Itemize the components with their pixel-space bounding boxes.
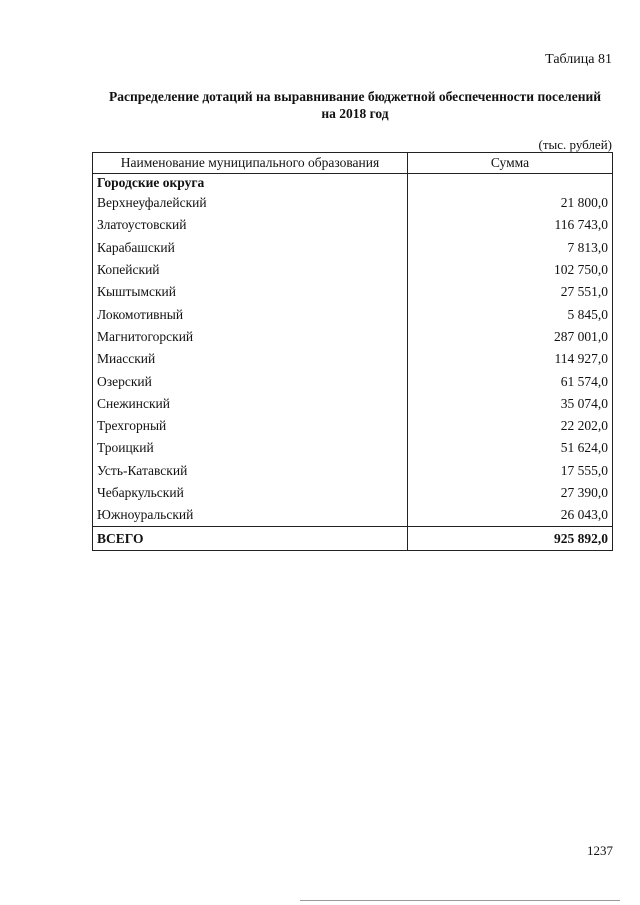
municipality-name: Миасский [93, 348, 408, 370]
municipality-amount: 26 043,0 [408, 504, 613, 527]
municipality-amount: 61 574,0 [408, 370, 613, 392]
municipality-amount: 114 927,0 [408, 348, 613, 370]
table-row [93, 415, 613, 437]
municipality-name: Магнитогорский [93, 326, 408, 348]
municipality-name: Локомотивный [93, 303, 408, 325]
table-row [93, 281, 613, 303]
table-row [93, 303, 613, 325]
table-row [93, 370, 613, 392]
subsidy-table [92, 152, 613, 551]
municipality-name: Кыштымский [93, 281, 408, 303]
units-label: (тыс. рублей) [538, 137, 612, 152]
total-amount: 925 892,0 [408, 527, 613, 550]
municipality-name: Усть-Катавский [93, 460, 408, 482]
municipality-name: Копейский [93, 259, 408, 281]
table-header-row [93, 153, 613, 174]
municipality-name: Озерский [93, 370, 408, 392]
municipality-amount: 27 390,0 [408, 482, 613, 504]
municipality-amount: 116 743,0 [408, 214, 613, 236]
table-row [93, 192, 613, 214]
title-line-2: на 2018 год [321, 106, 389, 121]
header-name: Наименование муниципального образования [93, 153, 408, 174]
table-row [93, 393, 613, 415]
section-row [93, 174, 613, 193]
table-row [93, 460, 613, 482]
municipality-amount: 17 555,0 [408, 460, 613, 482]
title-line-1: Распределение дотаций на выравнивание бюджетной обеспеченности поселений [108, 89, 602, 104]
municipality-amount: 51 624,0 [408, 437, 613, 459]
municipality-amount: 27 551,0 [408, 281, 613, 303]
municipality-name: Южноуральский [93, 504, 408, 527]
header-amount: Сумма [408, 153, 613, 174]
municipality-name: Чебаркульский [93, 482, 408, 504]
municipality-name: Троицкий [93, 437, 408, 459]
page-number: 1237 [587, 843, 613, 858]
footer-rule [300, 900, 620, 901]
municipality-name: Снежинский [93, 393, 408, 415]
total-row [93, 527, 613, 550]
table-row [93, 214, 613, 236]
document-title [60, 88, 640, 122]
table-number: Таблица 81 [545, 52, 612, 67]
municipality-amount: 35 074,0 [408, 393, 613, 415]
section-empty-cell [408, 174, 613, 193]
table-row [93, 482, 613, 504]
table-row [93, 348, 613, 370]
municipality-amount: 22 202,0 [408, 415, 613, 437]
table-row [93, 237, 613, 259]
municipality-amount: 287 001,0 [408, 326, 613, 348]
table-row [93, 437, 613, 459]
municipality-amount: 7 813,0 [408, 237, 613, 259]
municipality-amount: 5 845,0 [408, 303, 613, 325]
municipality-name: Златоустовский [93, 214, 408, 236]
municipality-name: Трехгорный [93, 415, 408, 437]
table-row [93, 326, 613, 348]
municipality-amount: 102 750,0 [408, 259, 613, 281]
total-label: ВСЕГО [93, 527, 408, 550]
municipality-amount: 21 800,0 [408, 192, 613, 214]
table-body [93, 174, 613, 551]
municipality-name: Верхнеуфалейский [93, 192, 408, 214]
table-row [93, 504, 613, 527]
municipality-name: Карабашский [93, 237, 408, 259]
section-label: Городские округа [93, 174, 408, 193]
table-row [93, 259, 613, 281]
